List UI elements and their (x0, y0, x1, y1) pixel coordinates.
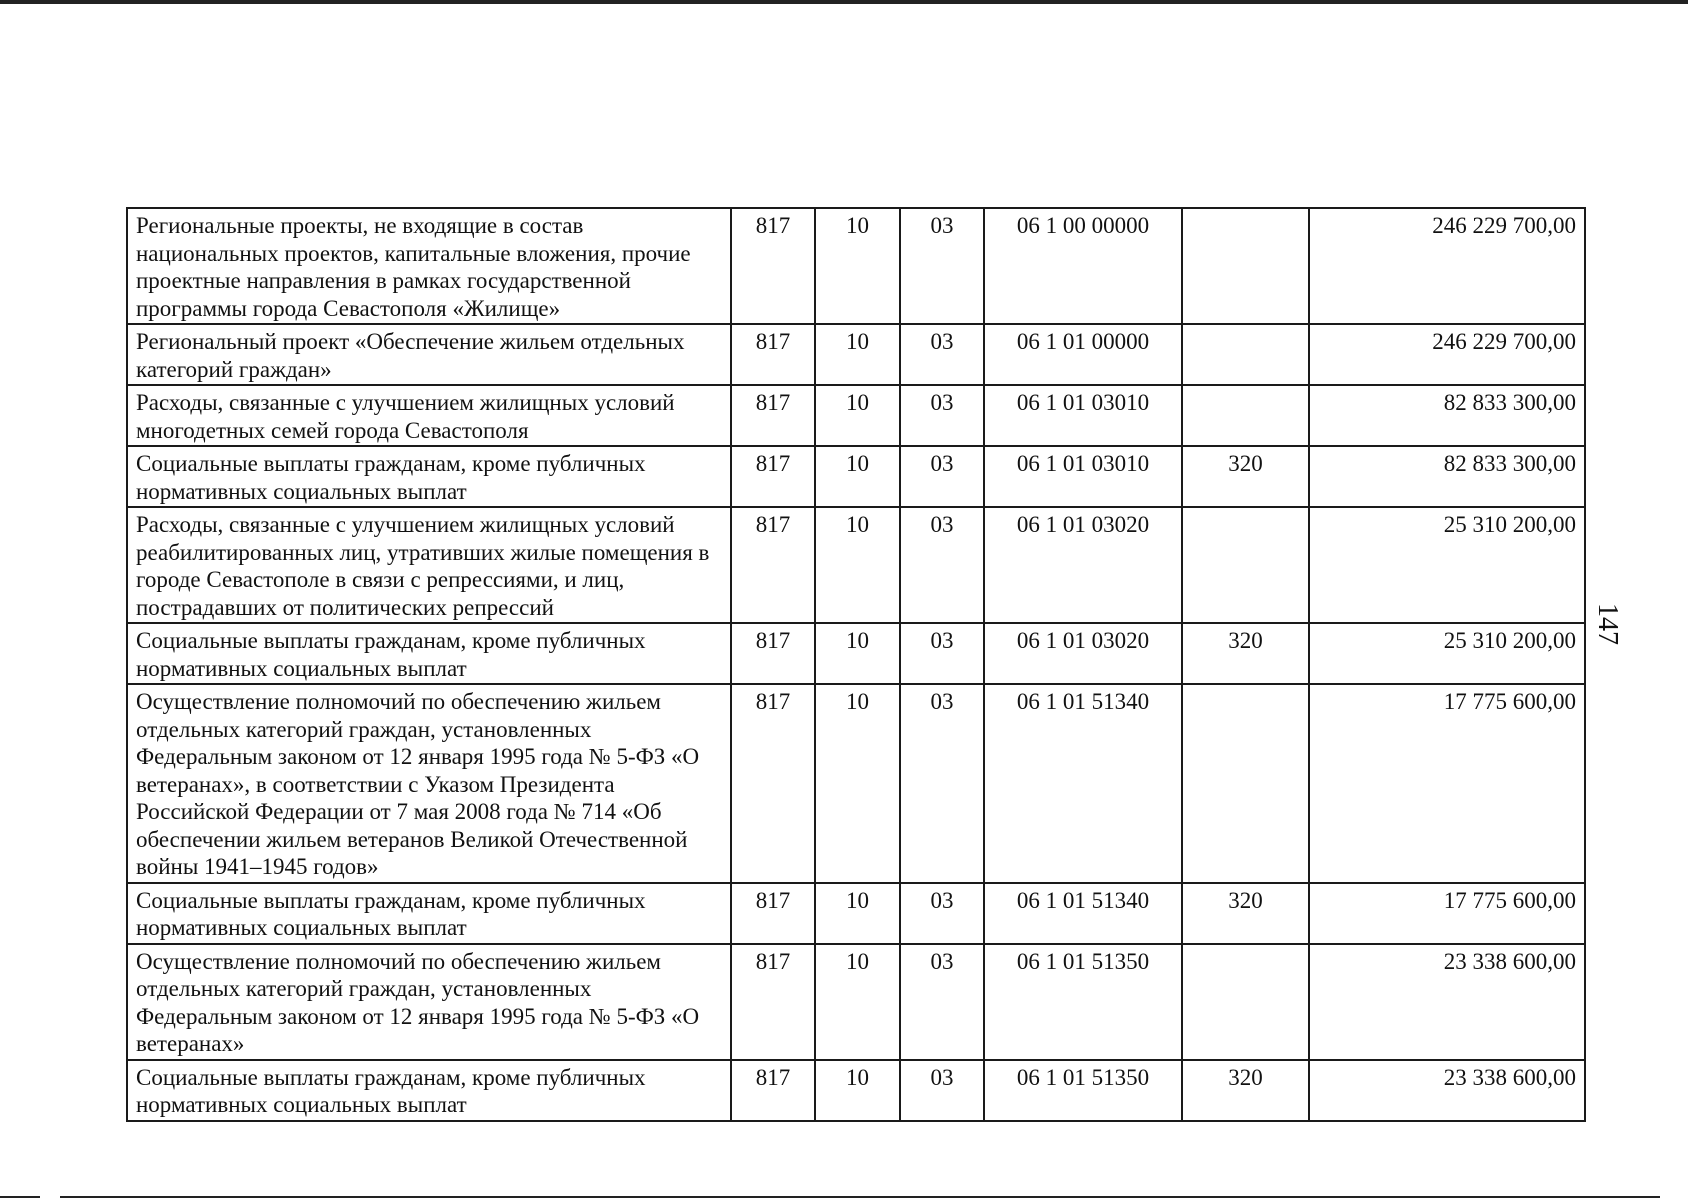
budget-table (126, 207, 1586, 1122)
expense-name: Расходы, связанные с улучшением жилищных условий реабилитированных лиц, утративших жилые помещения в городе Севастополе в связи с репрессиями, и лиц, пострадавших от политических репрессий (127, 507, 731, 623)
table-row (127, 385, 1585, 446)
section-code: 10 (815, 1060, 900, 1121)
scan-edge-bottom (60, 1196, 1660, 1198)
target-article-code: 06 1 01 51340 (984, 883, 1182, 944)
department-code: 817 (731, 385, 815, 446)
expense-type-code (1182, 684, 1309, 883)
expense-name: Осуществление полномочий по обеспечению жильем отдельных категорий граждан, установленных Федеральным законом от 12 января 1995 года № 5-ФЗ «О ветеранах» (127, 944, 731, 1060)
table-row (127, 208, 1585, 324)
scan-edge-bottom-left (0, 1196, 40, 1198)
amount: 25 310 200,00 (1309, 623, 1585, 684)
department-code: 817 (731, 507, 815, 623)
subsection-code: 03 (900, 446, 984, 507)
page-number: 147 (1592, 603, 1623, 645)
table-row (127, 684, 1585, 883)
amount: 82 833 300,00 (1309, 446, 1585, 507)
section-code: 10 (815, 944, 900, 1060)
expense-name: Социальные выплаты гражданам, кроме публичных нормативных социальных выплат (127, 1060, 731, 1121)
target-article-code: 06 1 01 00000 (984, 324, 1182, 385)
table-row (127, 446, 1585, 507)
target-article-code: 06 1 01 03020 (984, 507, 1182, 623)
expense-type-code (1182, 324, 1309, 385)
amount: 246 229 700,00 (1309, 208, 1585, 324)
expense-type-code (1182, 507, 1309, 623)
expense-type-code: 320 (1182, 623, 1309, 684)
target-article-code: 06 1 01 03020 (984, 623, 1182, 684)
amount: 246 229 700,00 (1309, 324, 1585, 385)
department-code: 817 (731, 208, 815, 324)
amount: 23 338 600,00 (1309, 944, 1585, 1060)
subsection-code: 03 (900, 324, 984, 385)
table-row (127, 507, 1585, 623)
subsection-code: 03 (900, 208, 984, 324)
expense-name: Социальные выплаты гражданам, кроме публичных нормативных социальных выплат (127, 883, 731, 944)
table-row (127, 324, 1585, 385)
expense-name: Расходы, связанные с улучшением жилищных условий многодетных семей города Севастополя (127, 385, 731, 446)
target-article-code: 06 1 01 03010 (984, 446, 1182, 507)
table-row (127, 883, 1585, 944)
department-code: 817 (731, 446, 815, 507)
table-row (127, 944, 1585, 1060)
subsection-code: 03 (900, 944, 984, 1060)
amount: 23 338 600,00 (1309, 1060, 1585, 1121)
section-code: 10 (815, 684, 900, 883)
table-row (127, 1060, 1585, 1121)
target-article-code: 06 1 01 51350 (984, 1060, 1182, 1121)
section-code: 10 (815, 208, 900, 324)
target-article-code: 06 1 00 00000 (984, 208, 1182, 324)
section-code: 10 (815, 507, 900, 623)
target-article-code: 06 1 01 51340 (984, 684, 1182, 883)
target-article-code: 06 1 01 03010 (984, 385, 1182, 446)
subsection-code: 03 (900, 684, 984, 883)
section-code: 10 (815, 446, 900, 507)
amount: 25 310 200,00 (1309, 507, 1585, 623)
subsection-code: 03 (900, 623, 984, 684)
expense-type-code (1182, 208, 1309, 324)
subsection-code: 03 (900, 507, 984, 623)
amount: 17 775 600,00 (1309, 684, 1585, 883)
expense-name: Региональный проект «Обеспечение жильем отдельных категорий граждан» (127, 324, 731, 385)
expense-type-code: 320 (1182, 883, 1309, 944)
expense-type-code (1182, 944, 1309, 1060)
expense-type-code (1182, 385, 1309, 446)
department-code: 817 (731, 684, 815, 883)
section-code: 10 (815, 623, 900, 684)
amount: 82 833 300,00 (1309, 385, 1585, 446)
table-row (127, 623, 1585, 684)
section-code: 10 (815, 883, 900, 944)
department-code: 817 (731, 944, 815, 1060)
department-code: 817 (731, 324, 815, 385)
expense-name: Осуществление полномочий по обеспечению жильем отдельных категорий граждан, установленных Федеральным законом от 12 января 1995 года № 5-ФЗ «О ветеранах», в соответствии с Указом Президента Российской Федерации от 7 мая 2008 года № 714 «Об обеспечении жильем ветеранов Великой Отечественной войны 1941–1945 годов» (127, 684, 731, 883)
expense-type-code: 320 (1182, 1060, 1309, 1121)
department-code: 817 (731, 1060, 815, 1121)
section-code: 10 (815, 385, 900, 446)
expense-name: Социальные выплаты гражданам, кроме публичных нормативных социальных выплат (127, 446, 731, 507)
department-code: 817 (731, 623, 815, 684)
subsection-code: 03 (900, 883, 984, 944)
expense-type-code: 320 (1182, 446, 1309, 507)
amount: 17 775 600,00 (1309, 883, 1585, 944)
expense-name: Социальные выплаты гражданам, кроме публичных нормативных социальных выплат (127, 623, 731, 684)
section-code: 10 (815, 324, 900, 385)
subsection-code: 03 (900, 385, 984, 446)
department-code: 817 (731, 883, 815, 944)
expense-name: Региональные проекты, не входящие в состав национальных проектов, капитальные вложения, прочие проектные направления в рамках государственной программы города Севастополя «Жилище» (127, 208, 731, 324)
scan-edge-top (0, 0, 1688, 4)
target-article-code: 06 1 01 51350 (984, 944, 1182, 1060)
subsection-code: 03 (900, 1060, 984, 1121)
